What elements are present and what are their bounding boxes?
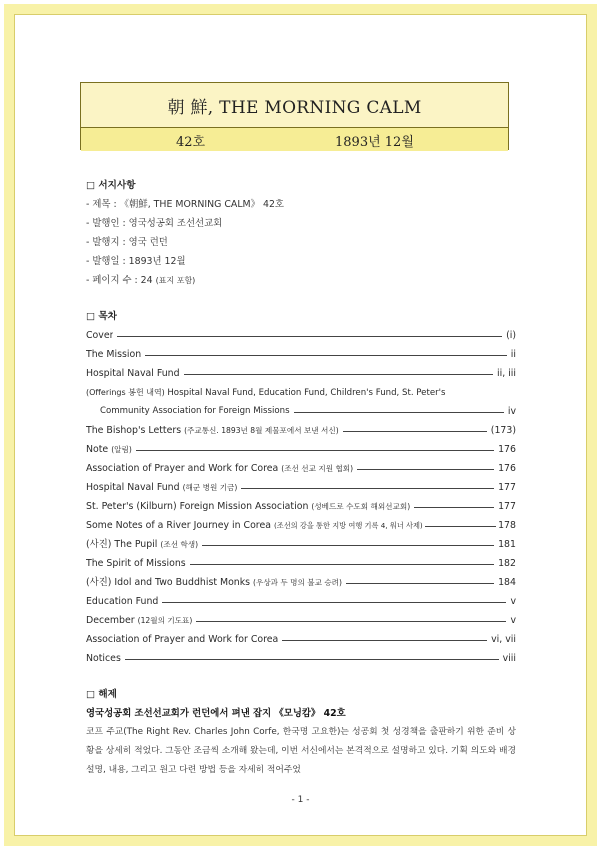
bibliography-item: - 발행일 : 1893년 12월 xyxy=(86,256,186,267)
toc-leader-line xyxy=(184,374,493,375)
toc-entry-wrapped-line1 xyxy=(86,383,516,402)
toc-entry-title: The Mission xyxy=(86,349,142,360)
toc-leader-line xyxy=(202,545,494,546)
toc-entry-title: St. Peter's (Kilburn) Foreign Mission Association xyxy=(86,501,312,512)
bibliography-heading: □ 서지사항 xyxy=(86,180,136,191)
toc-entry-page: 176 xyxy=(498,463,516,474)
toc-entry-title: (사진) The Pupil xyxy=(86,539,161,550)
toc-entry-title: Note xyxy=(86,444,112,455)
toc-entry xyxy=(86,364,516,383)
toc-leader-line xyxy=(162,602,506,603)
toc-entry xyxy=(86,554,516,573)
bibliography-item: - 발행인 : 영국성공회 조선선교회 xyxy=(86,218,223,229)
toc-leader-line xyxy=(117,336,502,337)
commentary-subtitle: 영국성공회 조선선교회가 런던에서 펴낸 잡지 《모닝캄》 42호 xyxy=(86,708,346,719)
toc-entry-title: The Bishop's Letters xyxy=(86,425,185,436)
toc-leader-line xyxy=(145,355,507,356)
toc-entry-korean: (조선 학생) xyxy=(160,540,199,549)
toc-leader-line xyxy=(343,431,487,432)
toc-entry-title: Notices xyxy=(86,653,121,664)
toc-entry-title: Hospital Naval Fund xyxy=(86,368,180,379)
toc-entry xyxy=(86,326,516,345)
toc-entry-page: 184 xyxy=(498,577,516,588)
toc-entry-page: ii, iii xyxy=(497,368,516,379)
commentary-body: 코프 주교(The Right Rev. Charles John Corfe, 한국명 고요한)는 성공회 첫 성경책을 출판하기 위한 준비 상황을 상세히 적었다. 그동안 조금씩 소개해 왔는데, 이번 서신에서는 본격적으로 설명하고 있다. 기획 의도와 배경 설명, 내용, 그리고 원고 다련 방법 등을 자세히 적어주었 xyxy=(86,727,516,775)
toc-entry-page: ii xyxy=(510,349,516,360)
page-count-text: - 페이지 수 : 24 xyxy=(86,275,156,286)
toc-entry-page: v xyxy=(510,615,516,626)
toc-entry-page: 182 xyxy=(498,558,516,569)
toc-entry-korean: (우상과 두 명의 불교 승려) xyxy=(253,578,342,587)
toc-entry xyxy=(86,611,516,630)
toc-entry xyxy=(86,345,516,364)
toc-leader-line xyxy=(294,412,504,413)
toc-entry-page: (173) xyxy=(490,425,516,436)
toc-leader-line xyxy=(346,583,494,584)
toc-entry-page: 178 xyxy=(498,520,516,531)
title-box xyxy=(80,82,509,150)
toc-entry-korean: (조선 선교 지원 협회) xyxy=(281,464,354,473)
toc-leader-line xyxy=(357,469,494,470)
toc-entry-page: 181 xyxy=(498,539,516,550)
toc-leader-line xyxy=(136,450,494,451)
bibliography-item: - 발행지 : 영국 런던 xyxy=(86,237,168,248)
toc-entry xyxy=(86,573,516,592)
toc-entry-title: Hospital Naval Fund xyxy=(86,482,183,493)
toc-entry xyxy=(86,535,516,554)
toc-entry-wrapped-line2 xyxy=(86,402,516,421)
toc-leader-line xyxy=(190,564,494,565)
page-number: - 1 - xyxy=(291,795,310,805)
toc-entry-page: 177 xyxy=(498,501,516,512)
bibliography-item: - 제목 : 《朝鮮, THE MORNING CALM》 42호 xyxy=(86,199,284,210)
toc-leader-line xyxy=(414,507,494,508)
toc-entry-korean: (성베드로 수도회 해외선교회) xyxy=(311,502,411,511)
toc-entry xyxy=(86,421,516,440)
toc-entry-page: iv xyxy=(507,406,516,417)
toc-entry xyxy=(86,592,516,611)
toc-entry xyxy=(86,516,516,535)
toc-entry-korean: (주교통신. 1893년 8월 제물포에서 보낸 서신) xyxy=(184,426,339,435)
toc-entry-page: 176 xyxy=(498,444,516,455)
toc-heading: □ 목차 xyxy=(86,311,117,322)
toc-entry-title: Hospital Naval Fund, Education Fund, Children's Fund, St. Peter's xyxy=(167,388,446,398)
page-count-note: (표지 포함) xyxy=(155,276,196,285)
toc-entry-title: The Spirit of Missions xyxy=(86,558,186,569)
toc-entry-title: Some Notes of a River Journey in Corea xyxy=(86,520,274,531)
toc-entry-page: viii xyxy=(502,653,516,664)
document-title: 朝 鮮, THE MORNING CALM xyxy=(81,83,508,128)
toc-entry xyxy=(86,630,516,649)
title-subline xyxy=(81,128,508,151)
toc-entry-korean: (알림) xyxy=(111,445,132,454)
document-body xyxy=(86,176,516,780)
toc-entry-korean: (조선의 강을 통한 지방 여행 기록 4, 워너 사제) xyxy=(273,521,423,530)
toc-entry-title: Association of Prayer and Work for Corea xyxy=(86,634,279,645)
toc-entry-page: vi, vii xyxy=(491,634,516,645)
toc-leader-line xyxy=(125,659,499,660)
toc-entry-title: (사진) Idol and Two Buddhist Monks xyxy=(86,577,254,588)
issue-date: 1893년 12월 xyxy=(335,135,414,150)
toc-entry-title: Community Association for Foreign Missions xyxy=(100,406,290,416)
toc-entry-korean: (해군 병원 기금) xyxy=(182,483,238,492)
toc-entry-page: v xyxy=(510,596,516,607)
toc-entry xyxy=(86,649,516,668)
toc-entry-korean: (12월의 기도표) xyxy=(137,616,193,625)
issue-number: 42호 xyxy=(176,135,206,150)
toc-entry xyxy=(86,497,516,516)
toc-leader-line xyxy=(282,640,487,641)
toc-entry xyxy=(86,478,516,497)
toc-entry-title: December xyxy=(86,615,138,626)
toc-leader-line xyxy=(425,526,496,527)
toc-entry xyxy=(86,440,516,459)
toc-entry-korean: (Offerings 봉헌 내역) xyxy=(86,388,168,397)
toc-entry-page: (i) xyxy=(506,330,516,341)
toc-entry-title: Education Fund xyxy=(86,596,159,607)
toc-entry xyxy=(86,459,516,478)
toc-entry-title: Association of Prayer and Work for Corea xyxy=(86,463,282,474)
toc-entry-title: Cover xyxy=(86,330,114,341)
toc-entry-page: 177 xyxy=(498,482,516,493)
toc-leader-line xyxy=(241,488,494,489)
toc-leader-line xyxy=(196,621,506,622)
commentary-heading: □ 해제 xyxy=(86,689,117,700)
bibliography-item xyxy=(86,271,516,290)
